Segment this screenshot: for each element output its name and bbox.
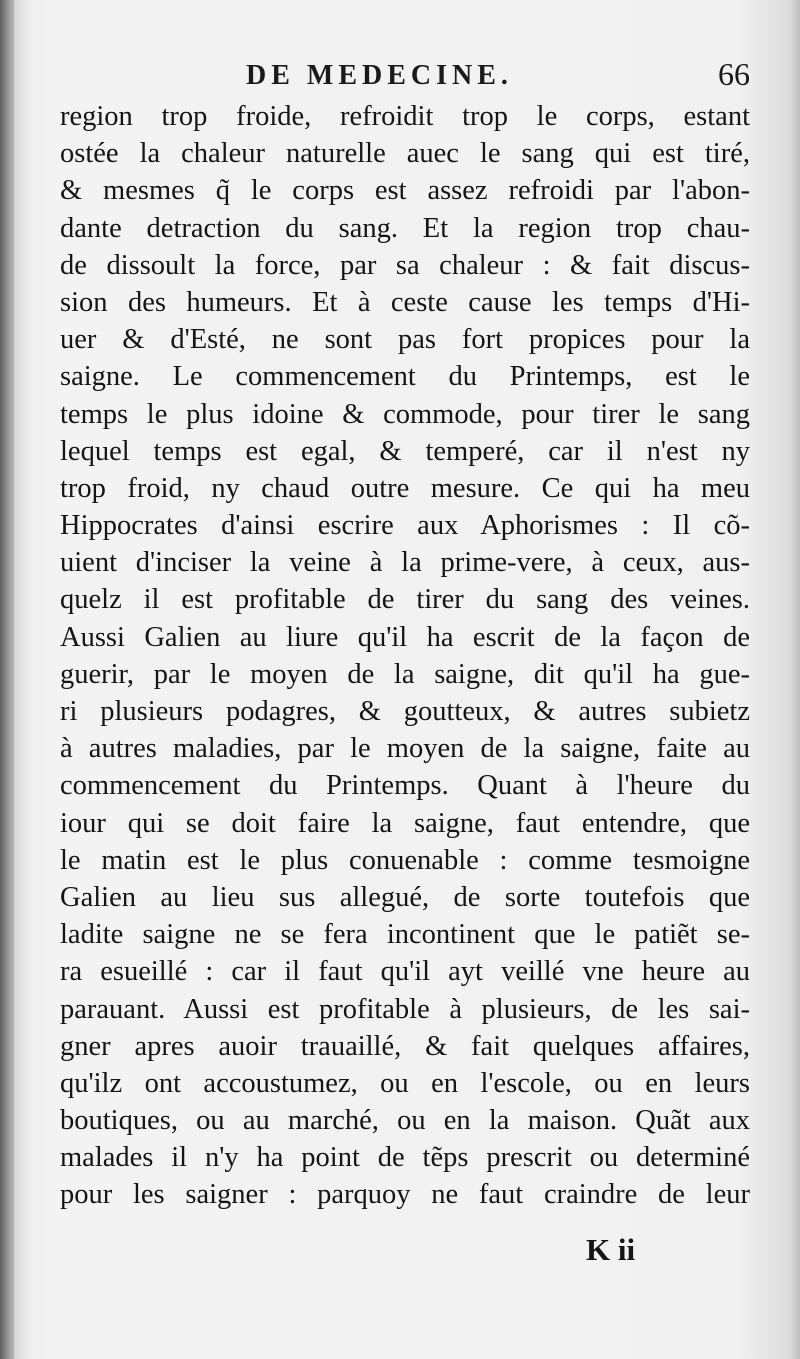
text-line: malades il n'y ha point de tẽps prescrit ou determiné bbox=[60, 1142, 750, 1174]
text-line: uer & d'Esté, ne sont pas fort propices pour la bbox=[60, 324, 750, 356]
text-line: temps le plus idoine & commode, pour tirer le sang bbox=[60, 398, 750, 430]
text-line: dante detraction du sang. Et la region trop chau- bbox=[60, 212, 750, 244]
text-line: à autres maladies, par le moyen de la saigne, faite au bbox=[60, 733, 750, 765]
text-line: trop froid, ny chaud outre mesure. Ce qui ha meu bbox=[60, 472, 750, 504]
text-line: gner apres auoir trauaillé, & fait quelques affaires, bbox=[60, 1030, 750, 1062]
text-line: & mesmes q̃ le corps est assez refroidi par l'abon- bbox=[60, 175, 750, 207]
text-line: commencement du Printemps. Quant à l'heure du bbox=[60, 770, 750, 802]
text-line: iour qui se doit faire la saigne, faut entendre, que bbox=[60, 807, 750, 839]
text-line: de dissoult la force, par sa chaleur : & fait discus- bbox=[60, 249, 750, 281]
text-line: le matin est le plus conuenable : comme tesmoigne bbox=[60, 844, 750, 876]
page-number: 66 bbox=[718, 56, 750, 92]
text-line: ostée la chaleur naturelle auec le sang qui est tiré, bbox=[60, 138, 750, 170]
text-line: Galien au lieu sus allegué, de sorte toutefois que bbox=[60, 881, 750, 913]
text-line: uient d'inciser la veine à la prime-vere, à ceux, aus- bbox=[60, 547, 750, 579]
text-line: ladite saigne ne se fera incontinent que le patiẽt se- bbox=[60, 919, 750, 951]
text-line: quelz il est profitable de tirer du sang des veines. bbox=[60, 584, 750, 616]
text-line: region trop froide, refroidit trop le corps, estant bbox=[60, 101, 750, 132]
text-line: lequel temps est egal, & temperé, car il n'est ny bbox=[60, 435, 750, 467]
text-line: Hippocrates d'ainsi escrire aux Aphorismes : Il cõ- bbox=[60, 510, 750, 542]
text-line: pour les saigner : parquoy ne faut craindre de leur bbox=[60, 1179, 750, 1211]
text-line: Aussi Galien au liure qu'il ha escrit de la façon de bbox=[60, 621, 750, 653]
text-line: sion des humeurs. Et à ceste cause les temps d'Hi- bbox=[60, 286, 750, 318]
text-line: boutiques, ou au marché, ou en la maison. Quãt aux bbox=[60, 1105, 750, 1137]
text-line: ra esueillé : car il faut qu'il ayt veillé vne heure au bbox=[60, 956, 750, 988]
body-text bbox=[60, 98, 750, 1214]
running-head: DE MEDECINE. bbox=[246, 60, 513, 91]
text-line: guerir, par le moyen de la saigne, dit qu'il ha gue- bbox=[60, 658, 750, 690]
text-line: parauant. Aussi est profitable à plusieurs, de les sai- bbox=[60, 993, 750, 1025]
binding-shadow bbox=[0, 0, 14, 1359]
signature-mark: K ii bbox=[586, 1232, 636, 1267]
page-header bbox=[60, 52, 750, 96]
text-line: ri plusieurs podagres, & goutteux, & autres subietz bbox=[60, 696, 750, 727]
text-line: saigne. Le commencement du Printemps, est le bbox=[60, 361, 750, 393]
text-line: qu'ilz ont accoustumez, ou en l'escole, ou en leurs bbox=[60, 1067, 750, 1099]
